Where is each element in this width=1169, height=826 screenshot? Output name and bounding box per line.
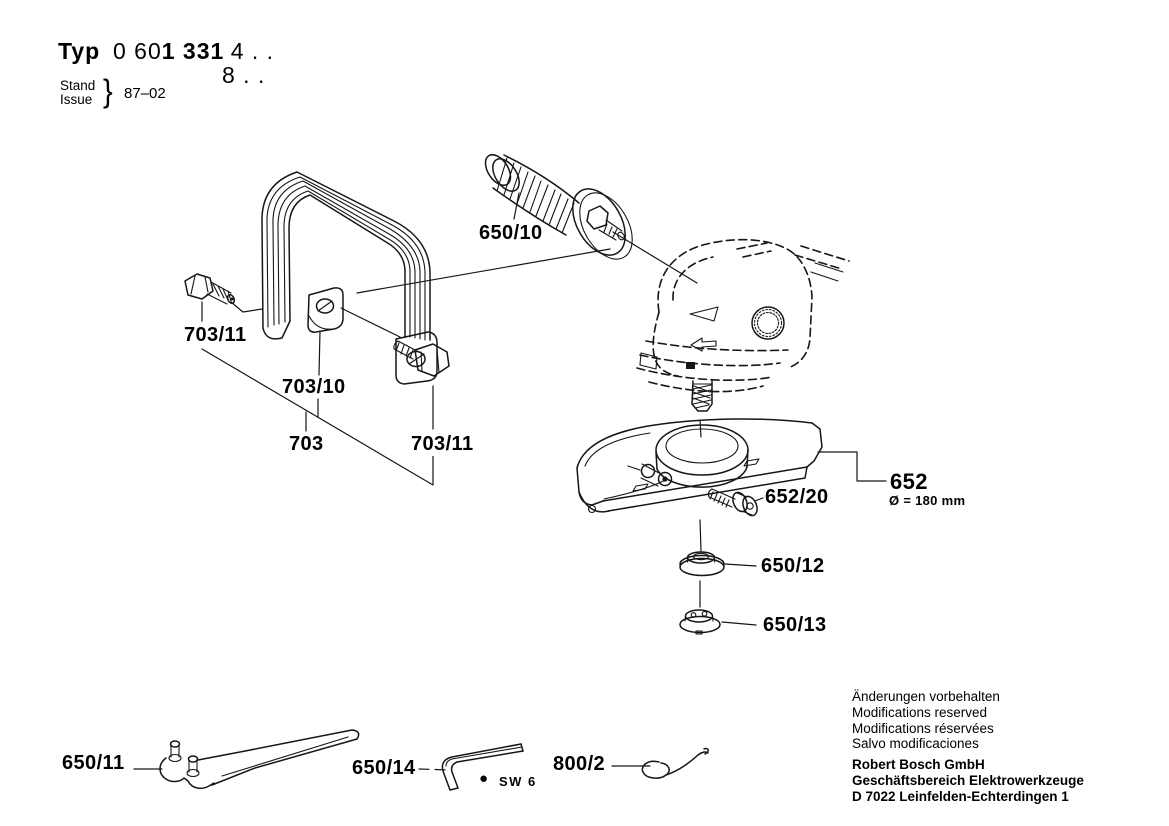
callout-bolt-left: 703/11 bbox=[184, 324, 247, 346]
typ-label: Typ bbox=[58, 38, 101, 64]
spindle-lock-knob bbox=[752, 307, 784, 339]
type-number-line: Typ 0 601 331 4 . . bbox=[58, 38, 275, 64]
company-line: D 7022 Leinfelden-Echterdingen 1 bbox=[852, 788, 1069, 804]
stand-issue-brace: } bbox=[103, 74, 113, 110]
notice-line: Salvo modificaciones bbox=[852, 736, 979, 752]
callout-bolt-right: 703/11 bbox=[411, 433, 474, 455]
notice-line: Modifications reserved bbox=[852, 704, 988, 720]
company-line: Robert Bosch GmbH bbox=[852, 757, 985, 772]
hex-size-note: SW 6 bbox=[499, 774, 537, 789]
bow-handle-drawing bbox=[262, 172, 437, 384]
pin-spanner-drawing bbox=[160, 730, 359, 788]
callout-clamp-bracket: 703/10 bbox=[282, 376, 346, 398]
hex-size-bullet-icon: ● bbox=[479, 770, 489, 787]
callout-pin-spanner: 650/11 bbox=[62, 752, 125, 774]
stand-issue-label: Stand Issue bbox=[60, 78, 96, 107]
notice-line: Änderungen vorbehalten bbox=[852, 689, 1000, 704]
backing-flange-drawing bbox=[680, 552, 724, 576]
assembly-axis-lines bbox=[700, 420, 701, 607]
guard-diameter-note: Ø = 180 mm bbox=[889, 493, 966, 508]
bolt-right-drawing bbox=[394, 341, 449, 376]
notice-line: Modifications réservées bbox=[852, 720, 994, 736]
issue-date: 87–02 bbox=[124, 85, 166, 102]
direction-arrow-icon bbox=[690, 307, 718, 321]
callout-clamping-nut: 650/13 bbox=[763, 614, 827, 636]
callout-backing-flange: 650/12 bbox=[761, 555, 825, 577]
callout-hex-key: 650/14 bbox=[352, 757, 416, 779]
callout-guard-screw: 652/20 bbox=[765, 486, 829, 508]
callout-side-handle: 650/10 bbox=[479, 222, 543, 244]
type-number-line2: 8 . . bbox=[222, 62, 266, 88]
leader-lines bbox=[134, 193, 886, 770]
spring-clip-drawing bbox=[642, 749, 708, 779]
callout-bow-handle: 703 bbox=[289, 433, 324, 455]
callout-guard: 652 bbox=[890, 469, 928, 494]
company-line: Geschäftsbereich Elektrowerkzeuge bbox=[852, 772, 1084, 788]
clamping-nut-drawing bbox=[680, 610, 720, 634]
company-address bbox=[852, 757, 1084, 804]
callout-spring-clip: 800/2 bbox=[553, 753, 606, 775]
clamp-bracket-drawing bbox=[308, 288, 343, 332]
modification-notices bbox=[852, 689, 1000, 752]
side-handle-drawing bbox=[480, 150, 643, 268]
bolt-left-drawing bbox=[185, 274, 236, 304]
